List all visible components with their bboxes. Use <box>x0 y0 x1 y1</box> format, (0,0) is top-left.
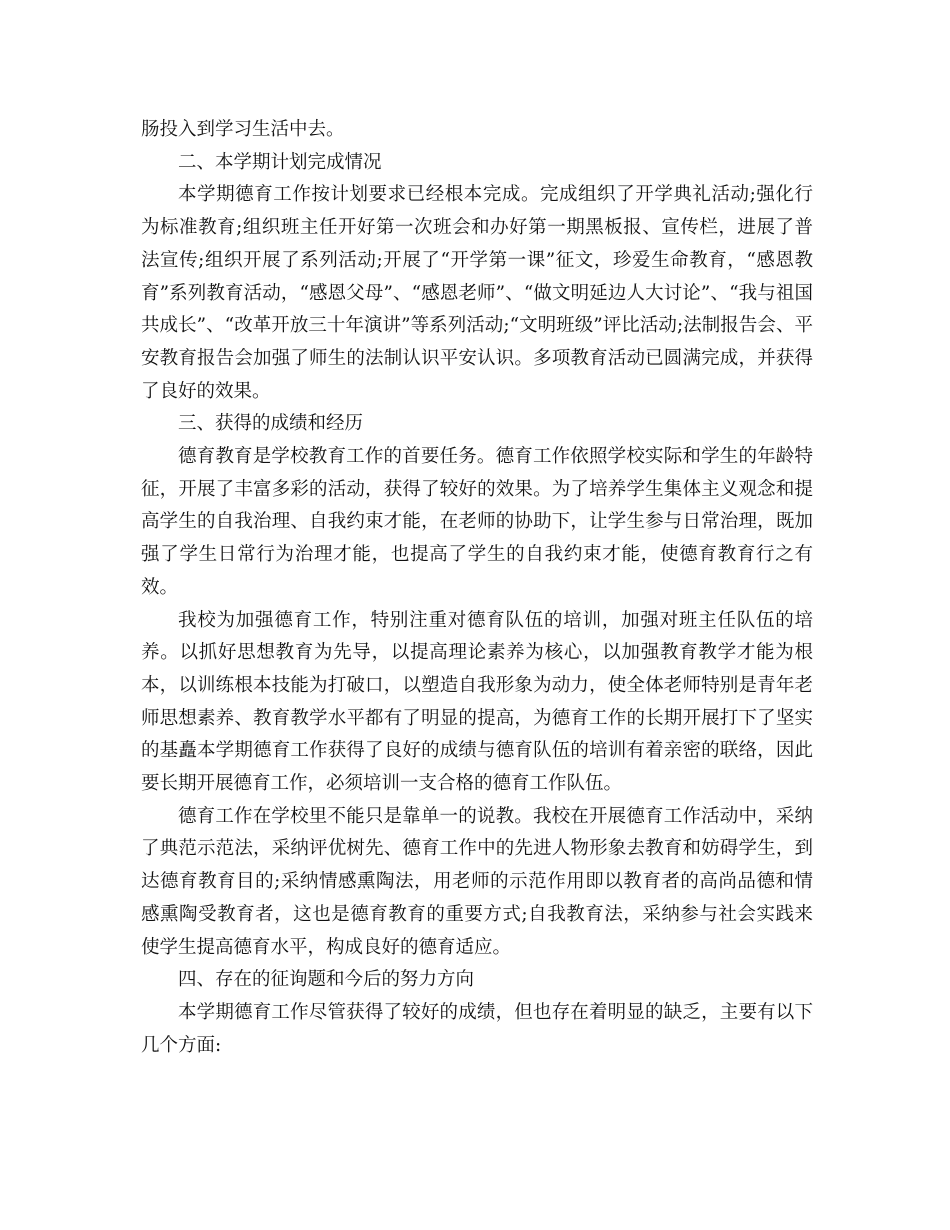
paragraph-methods: 德育工作在学校里不能只是靠单一的说教。我校在开展德育工作活动中，采纳了典范示范法，采纳评优树先、德育工作中的先进人物形象去教育和妨碍学生，到达德育教育目的;采纳情感熏陶法，用老师的示范作用即以教育者的高尚品德和情感熏陶受教育者，这也是德育教育的重要方式;自我教育法，采纳参与社会实践来使学生提高德育水平，构成良好的德育适应。 <box>141 805 813 958</box>
document-page <box>141 114 813 1062</box>
paragraph-shortcomings: 本学期德育工作尽管获得了较好的成绩，但也存在着明显的缺乏，主要有以下几个方面: <box>141 1001 813 1056</box>
paragraph-team-training: 我校为加强德育工作，特别注重对德育队伍的培训，加强对班主任队伍的培养。以抓好思想教育为先导，以提高理论素养为核心，以加强教育教学才能为根本，以训练根本技能为打破口，以塑造自我形象为动力，使全体老师特别是青年老师思想素养、教育教学水平都有了明显的提高，为德育工作的长期开展打下了坚实的基矗本学期德育工作获得了良好的成绩与德育队伍的培训有着亲密的联络，因此要长期开展德育工作，必须培训一支合格的德育工作队伍。 <box>141 609 813 795</box>
section-heading-3: 三、获得的成绩和经历 <box>178 413 364 435</box>
paragraph-achievements: 德育教育是学校教育工作的首要任务。德育工作依照学校实际和学生的年龄特征，开展了丰富多彩的活动，获得了较好的效果。为了培养学生集体主义观念和提高学生的自我治理、自我约束才能，在老师的协助下，让学生参与日常治理，既加强了学生日常行为治理才能，也提高了学生的自我约束才能，使德育教育行之有效。 <box>141 446 813 598</box>
paragraph-plan-completion: 本学期德育工作按计划要求已经根本完成。完成组织了开学典礼活动;强化行为标准教育;组织班主任开好第一次班会和办好第一期黑板报、宣传栏，进展了普法宣传;组织开展了系列活动;开展了“开学第一课”征文，珍爱生命教育，“感恩教育”系列教育活动，“感恩父母”、“感恩老师”、“做文明延边人大讨论”、“我与祖国共成长”、“改革开放三十年演讲”等系列活动;“文明班级”评比活动;法制报告会、平安教育报告会加强了师生的法制认识平安认识。多项教育活动已圆满完成，并获得了良好的效果。 <box>141 184 813 402</box>
section-heading-2: 二、本学期计划完成情况 <box>178 151 382 173</box>
paragraph-continuation: 肠投入到学习生活中去。 <box>141 119 345 140</box>
section-heading-4: 四、存在的征询题和今后的努力方向 <box>178 969 475 991</box>
